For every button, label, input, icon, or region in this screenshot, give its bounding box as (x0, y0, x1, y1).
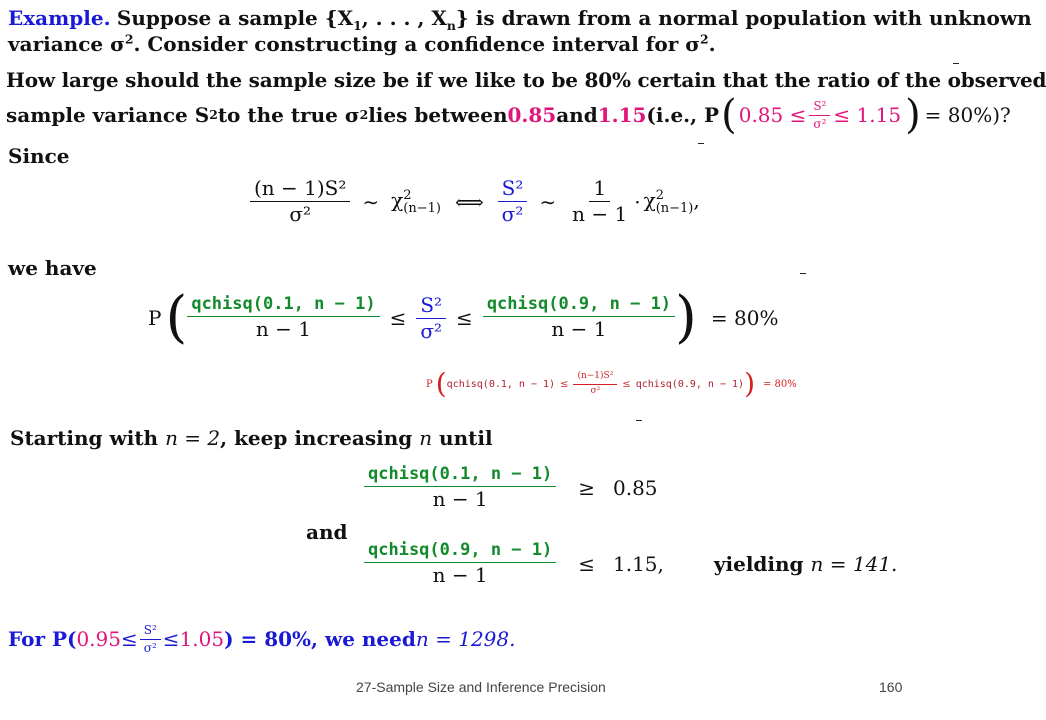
since-equation: $\frac{\text{(n − 1)S²}}{\text{σ²}}$ ∼ χ 2 (n−1) ⟺ $\frac{\text{S²}}{\text{σ²}}$ ∼ $\frac{1}{n - 1}$ · χ 2 (n−1) , (250, 178, 700, 225)
example-line-2: variance $\sigma^2$. Consider constructing a confidence interval for $\sigma^2$. (8, 31, 716, 56)
since-label: Since (8, 144, 70, 168)
we-have-lower-fraction: $\frac{\text{qchisq(0.1, n − 1)}}{n - 1}$ (187, 296, 379, 340)
we-have-label: we have (8, 256, 97, 280)
question-line-2: sample variance S 2 to the true σ 2 lies between 0.85 and 1.15 (i.e., P ( 0.85 ≤ $\frac{\text{S²}}{\text{σ²}}$ ≤ 1.15 ) = 80%)? (6, 92, 1011, 138)
since-mid-fraction: $\frac{\text{S²}}{\text{σ²}}$ (498, 178, 528, 225)
tick-mark (953, 63, 959, 64)
tick-mark (636, 420, 642, 421)
for-line: For P( 0.95 ≤ $\frac{\text{S²}}{\text{σ²}}$ ≤ 1.05 ) = 80%, we need n = 1298. (8, 623, 516, 655)
starting-line: Starting with n = 2, keep increasing n until (10, 426, 493, 450)
example-line-1 (8, 6, 1032, 33)
we-have-upper-fraction: $\frac{\text{qchisq(0.9, n − 1)}}{n - 1}$ (483, 296, 675, 340)
condition-2: $\frac{\text{qchisq(0.9, n − 1)}}{n - 1}$ ≤ 1.15, yielding n = 141. (364, 542, 897, 586)
question-line-1: How large should the sample size be if we like to be 80% certain that the ratio of the observed (6, 68, 1046, 92)
we-have-mid-fraction: $\frac{\text{S²}}{\text{σ²}}$ (416, 295, 446, 342)
yielding-label: yielding (713, 551, 811, 576)
example-label: Example. (8, 6, 111, 30)
page-number: 160 (879, 679, 903, 695)
we-have-equation: P ( $\frac{\text{qchisq(0.1, n − 1)}}{n - 1}$ ≤ $\frac{\text{S²}}{\text{σ²}}$ ≤ $\frac{\text{qchisq(0.9, n − 1)}}{n - 1}$ ) = 80% (148, 285, 779, 350)
and-label: and (306, 520, 348, 544)
question-condition: 0.85 ≤ $\frac{\text{S²}}{\text{σ²}}$ ≤ 1.15 (738, 98, 902, 131)
since-lhs-fraction: $\frac{\text{(n − 1)S²}}{\text{σ²}}$ (250, 178, 350, 225)
footer-title: 27-Sample Size and Inference Precision (356, 679, 606, 695)
question-high-value: 1.15 (597, 103, 647, 127)
question-low-value: 0.85 (507, 103, 557, 127)
example-text-1: Suppose a sample {$X_1$, . . . , $X_n$} is drawn from a normal population with unknown (116, 6, 1032, 33)
condition-1: $\frac{\text{qchisq(0.1, n − 1)}}{n - 1}$ ≥ 0.85 (364, 466, 658, 510)
red-equation: P ( qchisq(0.1, n − 1) ≤ $\frac{\text{(n−1)S²}}{\text{σ²}}$ ≤ qchisq(0.9, n − 1) ) = 80% (426, 367, 797, 400)
tick-mark (800, 273, 806, 274)
tick-mark (698, 143, 704, 144)
